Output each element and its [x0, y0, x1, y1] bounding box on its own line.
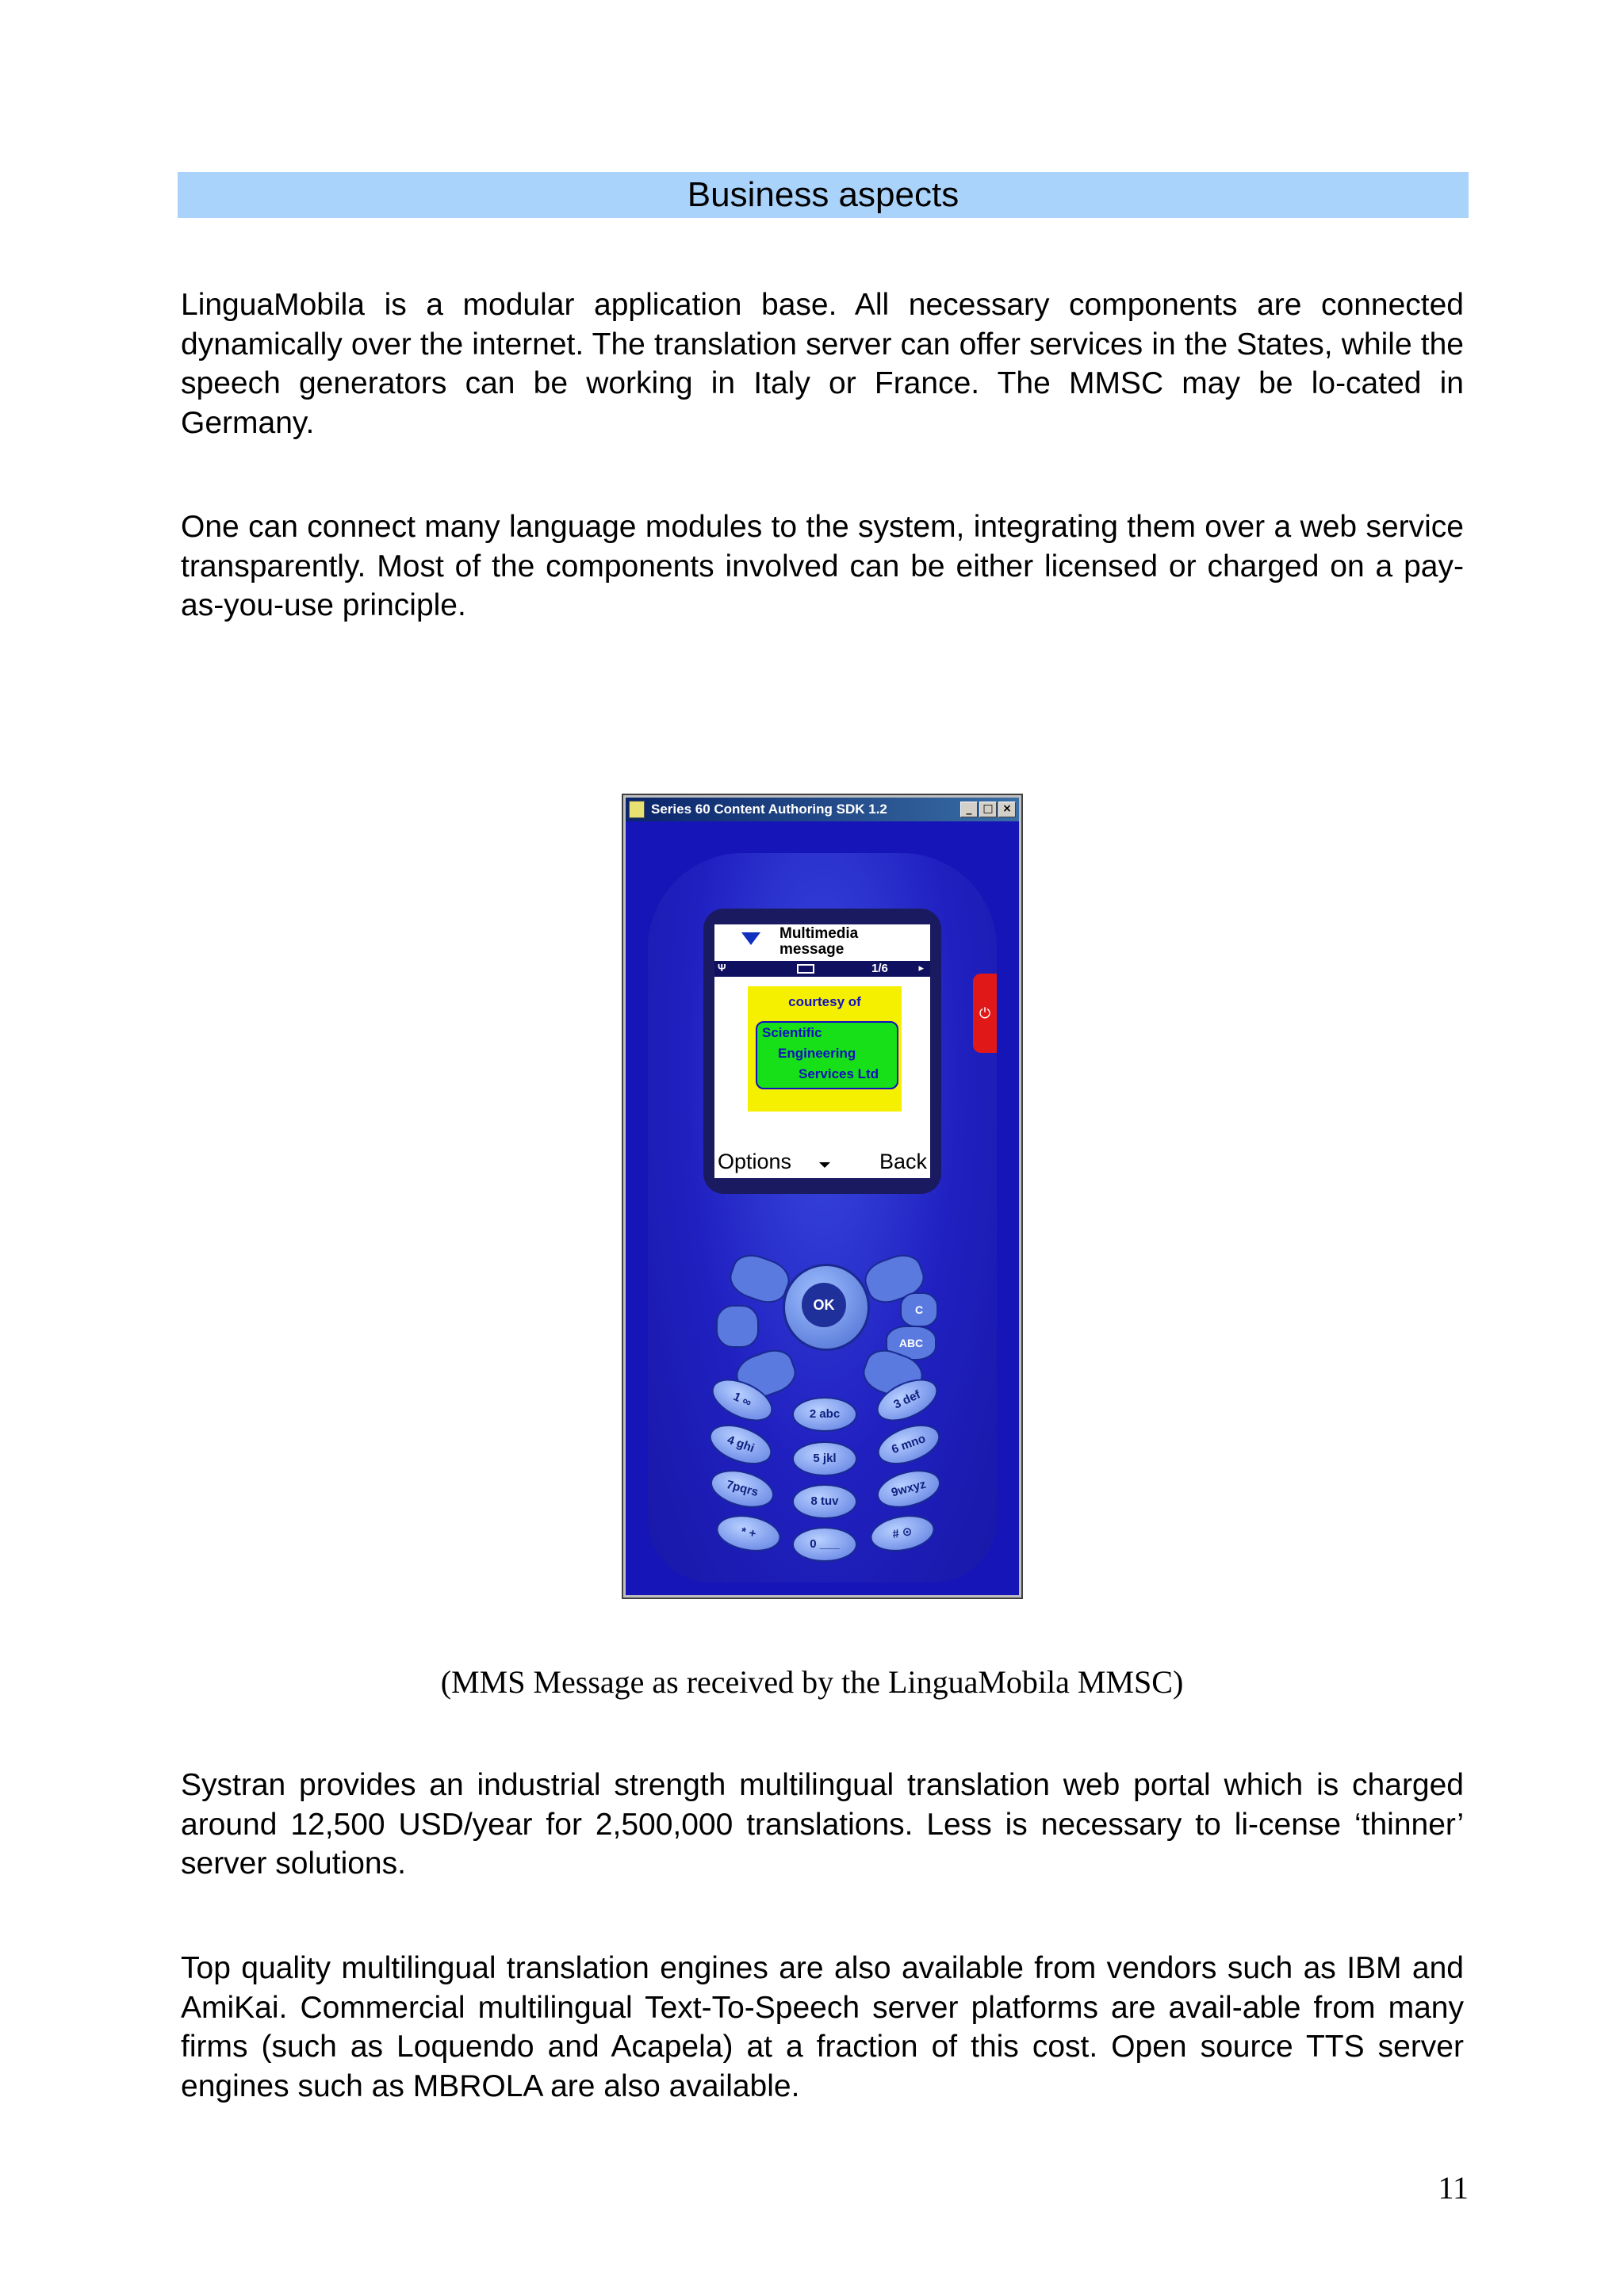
phone-emulator-figure: [623, 795, 1021, 1598]
signal-icon: Ψ: [718, 962, 726, 974]
close-button[interactable]: ×: [998, 802, 1016, 817]
key-star[interactable]: * +: [714, 1510, 783, 1556]
company-logo-box: [756, 1021, 898, 1089]
emulator-titlebar: [626, 798, 1019, 821]
courtesy-text: courtesy of: [788, 994, 861, 1009]
figure-caption: (MMS Message as received by the LinguaMobila MMSC): [440, 1664, 1184, 1700]
section-heading: Business aspects: [178, 172, 1469, 218]
screen-header: [714, 924, 930, 959]
status-bar: [714, 961, 930, 977]
company-line-1: Scientific: [762, 1025, 822, 1040]
key-9[interactable]: 9wxyz: [873, 1464, 945, 1514]
key-1[interactable]: 1 ∞: [706, 1371, 779, 1430]
key-8[interactable]: 8 tuv: [792, 1484, 857, 1519]
paragraph-2: One can connect many language modules to the system, integrating them over a web service transparently. Most of the components involved can be either licensed or charged on a pay-as-you-use principle.: [181, 510, 1464, 622]
key-6[interactable]: 6 mno: [872, 1417, 945, 1471]
abc-key[interactable]: ABC: [886, 1326, 936, 1360]
key-3[interactable]: 3 def: [871, 1371, 944, 1430]
maximize-button[interactable]: □: [979, 802, 997, 817]
company-line-3: Services Ltd: [799, 1066, 879, 1081]
key-4[interactable]: 4 ghi: [704, 1417, 777, 1471]
download-arrow-icon: [741, 932, 760, 945]
key-0[interactable]: 0 ___: [792, 1527, 857, 1562]
paragraph-4: Top quality multilingual translation engines are also available from vendors such as IBM and AmiKai. Commercial multilingual Text-To-Speech server platforms are avail-able from many firms (such as Loquendo and Acapela) at a fraction of this cost. Open source TTS server engines such as MBROLA are also available.: [181, 1951, 1464, 2103]
app-icon: [629, 801, 645, 818]
page-number: 11: [1438, 2170, 1469, 2206]
clear-key[interactable]: C: [900, 1292, 938, 1327]
power-icon[interactable]: ⏻: [973, 974, 997, 1053]
key-2[interactable]: 2 abc: [792, 1397, 857, 1432]
phone-screen: [714, 924, 930, 1178]
options-softkey[interactable]: Options: [718, 1150, 792, 1173]
key-hash[interactable]: # ⊙: [868, 1510, 937, 1556]
mms-content-box: [748, 986, 902, 1112]
minimize-button[interactable]: _: [960, 802, 978, 817]
folder-icon: [797, 964, 814, 974]
paragraph-1: LinguaMobila is a modular application base. All necessary components are connected dynamically over the internet. The translation server can offer services in the States, while the speech generators can be working in Italy or France. The MMSC may be lo-cated in Germany.: [181, 288, 1464, 440]
paragraph-3: Systran provides an industrial strength multilingual translation web portal which is charged around 12,500 USD/year for 2,500,000 translations. Less is necessary to li-cense ‘thinner’ server solutions.: [181, 1768, 1464, 1881]
right-arrow-icon: ▸: [918, 962, 924, 974]
key-7[interactable]: 7pqrs: [707, 1464, 779, 1514]
menu-key[interactable]: [716, 1305, 759, 1348]
softkey-bar: [714, 1150, 930, 1175]
emulator-window-title: Series 60 Content Authoring SDK 1.2: [651, 802, 887, 817]
chevron-down-icon: [819, 1162, 830, 1168]
page-indicator: 1/6: [871, 962, 888, 975]
back-softkey[interactable]: Back: [879, 1150, 927, 1173]
company-line-2: Engineering: [778, 1046, 856, 1061]
key-5[interactable]: 5 jkl: [792, 1441, 857, 1476]
screen-title: Multimedia message: [779, 925, 859, 958]
ok-button[interactable]: OK: [802, 1283, 846, 1327]
